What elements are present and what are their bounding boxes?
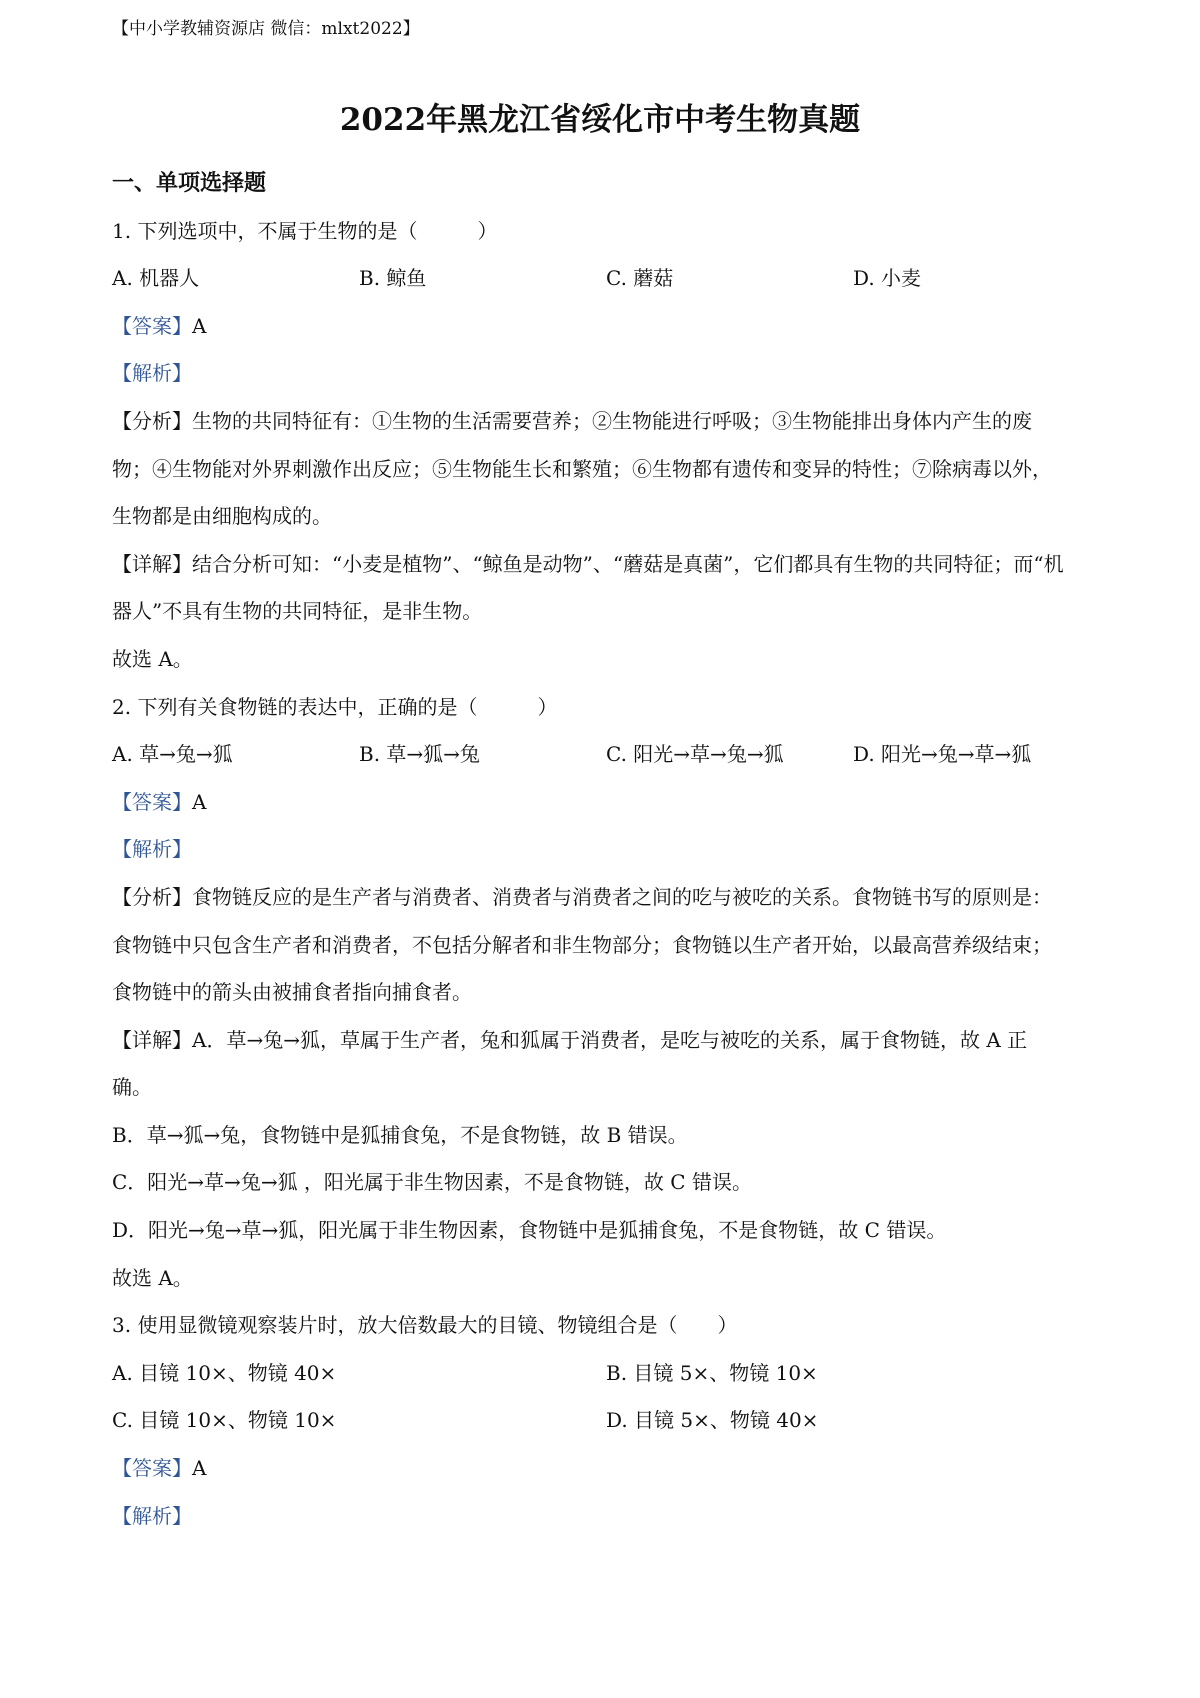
q2-stem: 2. 下列有关食物链的表达中，正确的是（ ） <box>112 694 558 719</box>
q2-analysis-line: 【分析】食物链反应的是生产者与消费者、消费者与消费者之间的吃与被吃的关系。食物链书写的原则是： <box>112 884 1052 909</box>
q2-detail-line: 【详解】A．草→兔→狐，草属于生产者，兔和狐属于消费者，是吃与被吃的关系，属于食物链，故 A 正 <box>112 1027 1028 1052</box>
q2-jiexi <box>112 826 1102 874</box>
q1-jiexi <box>112 350 1102 398</box>
q3-option-b: B. 目镜 5×、物镜 10× <box>606 1360 818 1385</box>
q2-detail-line: C．阳光→草→兔→狐 ，阳光属于非生物因素，不是食物链，故 C 错误。 <box>112 1170 752 1195</box>
q3-answer <box>112 1445 1102 1493</box>
q1-detail-line: 器人”不具有生物的共同特征，是非生物。 <box>112 599 483 624</box>
q1-option-d: D. 小麦 <box>853 266 922 291</box>
answer-tag: 【答案】 <box>112 313 192 338</box>
q1-option-a: A. 机器人 <box>112 266 200 291</box>
q1-analysis-line: 物；④生物能对外界刺激作出反应；⑤生物能生长和繁殖；⑥生物都有遗传和变异的特性；⑦除病毒以外， <box>112 456 1052 481</box>
q2-answer <box>112 779 1102 827</box>
q1-stem: 1. 下列选项中，不属于生物的是（ ） <box>112 218 498 243</box>
q2-analysis-line: 食物链中的箭头由被捕食者指向捕食者。 <box>112 980 472 1005</box>
document-body <box>112 160 1102 1540</box>
q2-option-b: B. 草→狐→兔 <box>359 742 480 767</box>
q3-option-a: A. 目镜 10×、物镜 40× <box>112 1360 337 1385</box>
q1-analysis-line: 生物都是由细胞构成的。 <box>112 504 332 529</box>
q2-conclusion: 故选 A。 <box>112 1265 193 1290</box>
q1-options <box>112 255 1102 303</box>
q1-answer <box>112 303 1102 351</box>
jiexi-tag: 【解析】 <box>112 1503 192 1528</box>
q1-option-c: C. 蘑菇 <box>606 266 674 291</box>
answer-value: A <box>192 1456 207 1481</box>
q1-conclusion: 故选 A。 <box>112 646 193 671</box>
answer-value: A <box>192 789 207 814</box>
answer-tag: 【答案】 <box>112 789 192 814</box>
q2-option-c: C. 阳光→草→兔→狐 <box>606 742 784 767</box>
q2-option-a: A. 草→兔→狐 <box>112 742 233 767</box>
header-note: 【中小学教辅资源店 微信：mlxt2022】 <box>112 19 420 39</box>
q1-option-b: B. 鲸鱼 <box>359 266 427 291</box>
q3-option-c: C. 目镜 10×、物镜 10× <box>112 1408 337 1433</box>
q3-jiexi <box>112 1493 1102 1541</box>
q2-analysis-line: 食物链中只包含生产者和消费者，不包括分解者和非生物部分；食物链以生产者开始，以最高营养级结束； <box>112 932 1052 957</box>
jiexi-tag: 【解析】 <box>112 361 192 386</box>
q1-detail-line: 【详解】结合分析可知：“小麦是植物”、“鲸鱼是动物”、“蘑菇是真菌”，它们都具有生物的共同特征；而“机 <box>112 551 1064 576</box>
q3-options-row-1 <box>112 1350 1102 1398</box>
q2-detail-line: 确。 <box>112 1075 152 1100</box>
q3-stem: 3. 使用显微镜观察装片时，放大倍数最大的目镜、物镜组合是（ ） <box>112 1313 738 1338</box>
q2-option-d: D. 阳光→兔→草→狐 <box>853 742 1032 767</box>
q1-analysis-line: 【分析】生物的共同特征有：①生物的生活需要营养；②生物能进行呼吸；③生物能排出身体内产生的废 <box>112 408 1032 433</box>
answer-value: A <box>192 313 207 338</box>
answer-tag: 【答案】 <box>112 1456 192 1481</box>
q3-options-row-2 <box>112 1397 1102 1445</box>
q2-detail-line: B．草→狐→兔，食物链中是狐捕食兔，不是食物链，故 B 错误。 <box>112 1122 688 1147</box>
q2-detail-line: D．阳光→兔→草→狐，阳光属于非生物因素，食物链中是狐捕食兔，不是食物链，故 C 错误。 <box>112 1218 947 1243</box>
section-heading: 一、单项选择题 <box>112 170 267 196</box>
jiexi-tag: 【解析】 <box>112 837 192 862</box>
q2-options <box>112 731 1102 779</box>
q3-option-d: D. 目镜 5×、物镜 40× <box>606 1408 819 1433</box>
page-title: 2022年黑龙江省绥化市中考生物真题 <box>339 102 861 138</box>
